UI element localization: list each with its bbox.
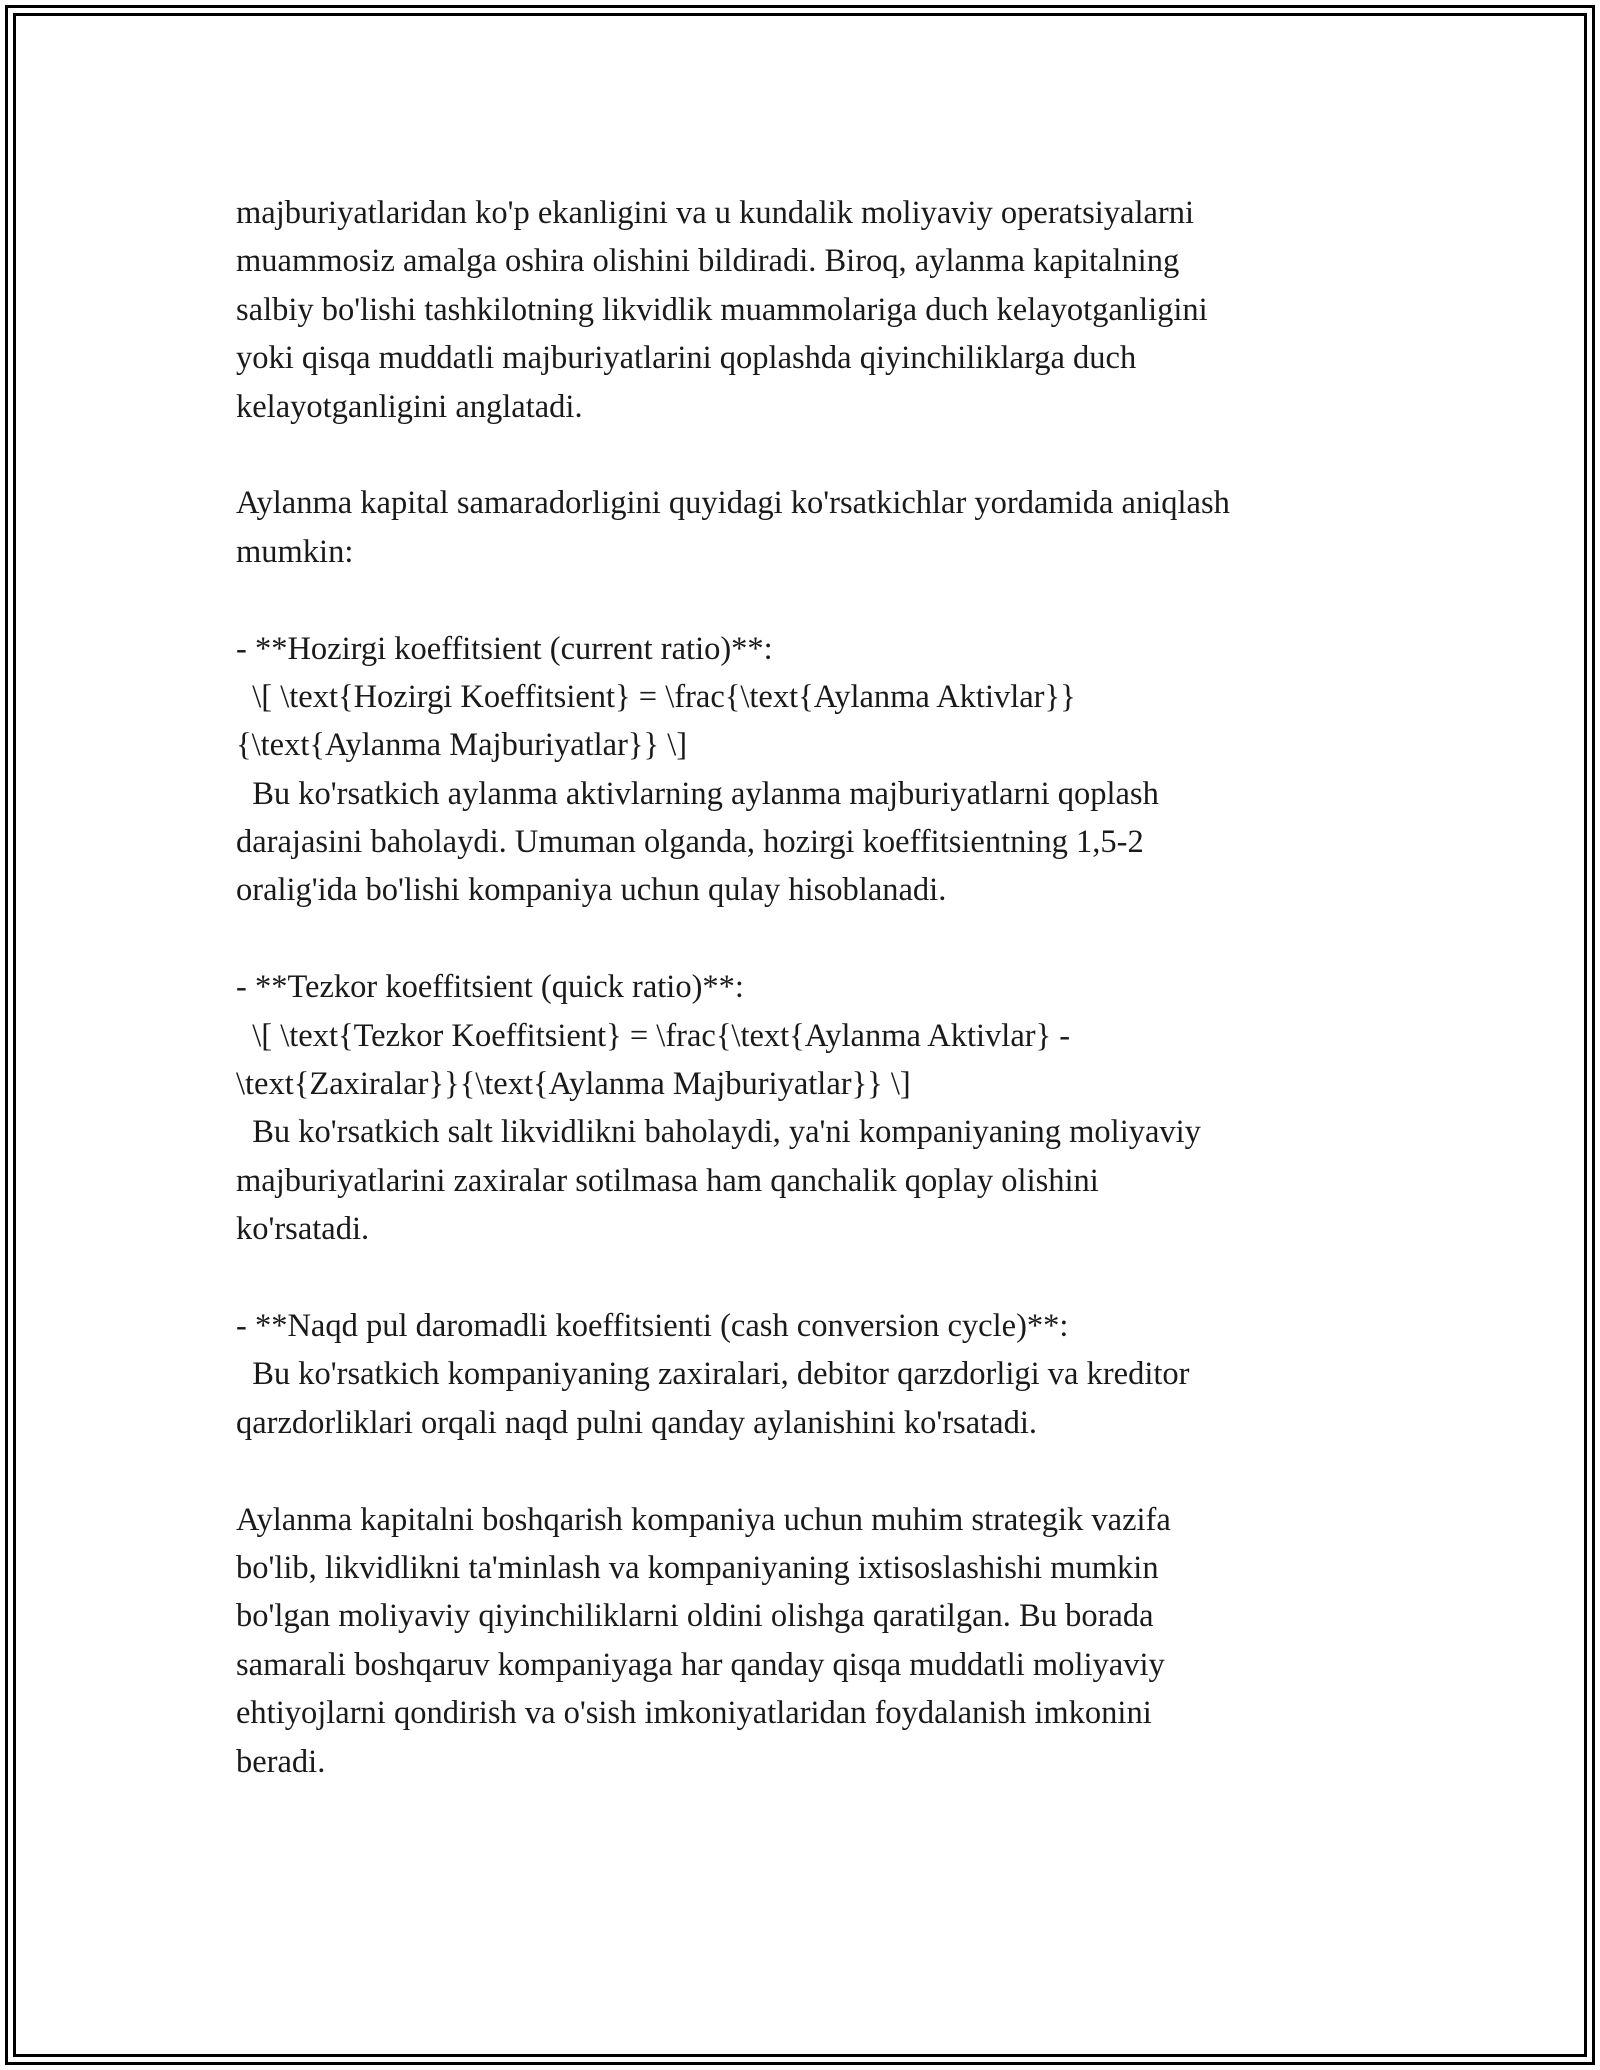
- list-item-heading: - **Hozirgi koeffitsient (current ratio)**:: [236, 630, 773, 667]
- text-line: qarzdorliklari orqali naqd pulni qanday aylanishini ko'rsatadi.: [236, 1404, 1037, 1441]
- formula-line: {\text{Aylanma Majburiyatlar}} \]: [236, 727, 688, 764]
- text-line: oralig'ida bo'lishi kompaniya uchun qulay hisoblanadi.: [236, 872, 947, 909]
- list-item-heading: - **Tezkor koeffitsient (quick ratio)**:: [236, 969, 744, 1006]
- list-item-heading: - **Naqd pul daromadli koeffitsienti (cash conversion cycle)**:: [236, 1307, 1069, 1344]
- formula-line: \[ \text{Hozirgi Koeffitsient} = \frac{\text{Aylanma Aktivlar}}: [236, 678, 1076, 715]
- document-body: [236, 189, 1396, 1786]
- text-line: majburiyatlarini zaxiralar sotilmasa ham qanchalik qoplay olishini: [236, 1162, 1099, 1199]
- blank-line: [236, 1447, 1396, 1495]
- text-line: salbiy bo'lishi tashkilotning likvidlik muammolariga duch kelayotganligini: [236, 291, 1208, 328]
- text-line: majburiyatlaridan ko'p ekanligini va u kundalik moliyaviy operatsiyalarni: [236, 195, 1195, 231]
- text-line: darajasini baholaydi. Umuman olganda, hozirgi koeffitsientning 1,5-2: [236, 824, 1144, 861]
- blank-line: [236, 431, 1396, 479]
- text-line: bo'lgan moliyaviy qiyinchiliklarni oldini olishga qaratilgan. Bu borada: [236, 1598, 1154, 1635]
- text-line: bo'lib, likvidlikni ta'minlash va kompaniyaning ixtisoslashishi mumkin: [236, 1549, 1159, 1586]
- text-line: ehtiyojlarni qondirish va o'sish imkoniyatlaridan foydalanish imkonini: [236, 1695, 1152, 1732]
- text-line: samarali boshqaruv kompaniyaga har qanday qisqa muddatli moliyaviy: [236, 1646, 1165, 1683]
- text-line: beradi.: [236, 1743, 326, 1780]
- blank-line: [236, 915, 1396, 963]
- text-line: Aylanma kapitalni boshqarish kompaniya uchun muhim strategik vazifa: [236, 1501, 1171, 1538]
- text-line: yoki qisqa muddatli majburiyatlarini qoplashda qiyinchiliklarga duch: [236, 340, 1137, 377]
- text-line: mumkin:: [236, 533, 354, 570]
- text-line: Bu ko'rsatkich aylanma aktivlarning aylanma majburiyatlarni qoplash: [236, 775, 1159, 812]
- text-line: ko'rsatadi.: [236, 1211, 370, 1248]
- formula-line: \text{Zaxiralar}}{\text{Aylanma Majburiyatlar}} \]: [236, 1066, 911, 1103]
- blank-line: [236, 1254, 1396, 1302]
- text-line: muammosiz amalga oshira olishini bildiradi. Biroq, aylanma kapitalning: [236, 243, 1180, 280]
- text-line: Bu ko'rsatkich salt likvidlikni baholaydi, ya'ni kompaniyaning moliyaviy: [236, 1114, 1201, 1151]
- blank-line: [236, 576, 1396, 624]
- formula-line: \[ \text{Tezkor Koeffitsient} = \frac{\text{Aylanma Aktivlar} -: [236, 1017, 1071, 1054]
- text-line: Bu ko'rsatkich kompaniyaning zaxiralari, debitor qarzdorligi va kreditor: [236, 1356, 1190, 1393]
- text-line: kelayotganligini anglatadi.: [236, 388, 583, 425]
- text-line: Aylanma kapital samaradorligini quyidagi ko'rsatkichlar yordamida aniqlash: [236, 485, 1230, 522]
